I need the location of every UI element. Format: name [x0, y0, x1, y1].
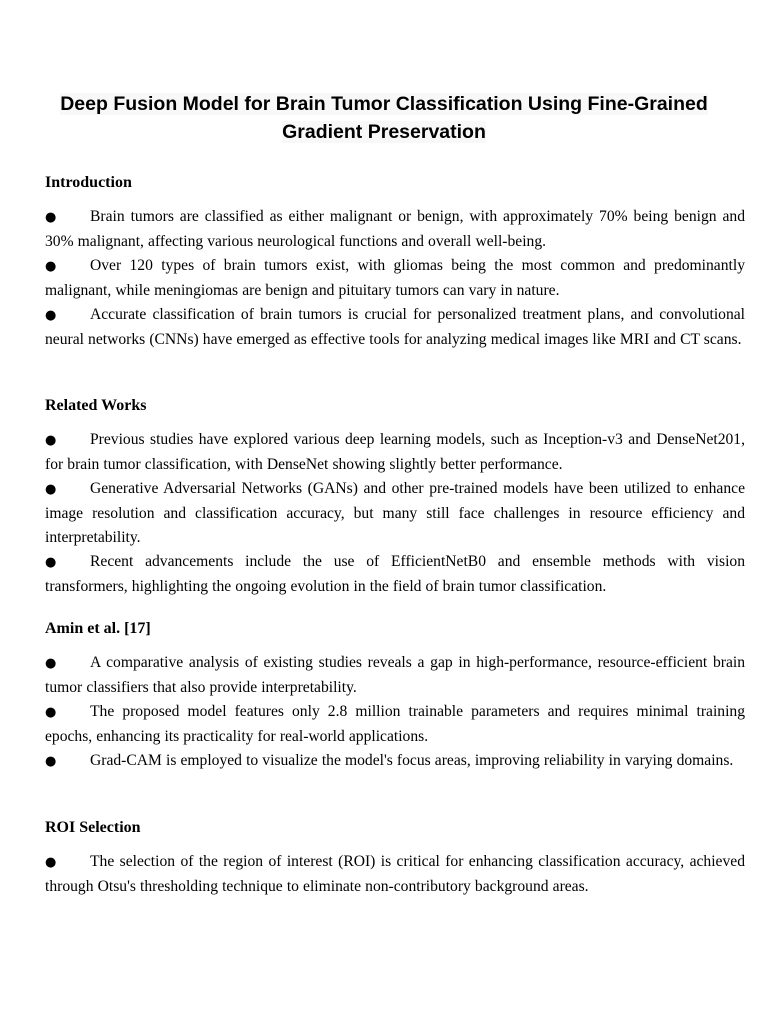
list-item: [45, 254, 745, 303]
section-heading: Related Works: [45, 397, 147, 414]
bullet-text: A comparative analysis of existing studies reveals a gap in high-performance, resource-efficient brain tumor classifiers that also provide interpretability.: [45, 654, 745, 696]
bullet-icon: ●: [45, 754, 57, 769]
bullet-text: Recent advancements include the use of EfficientNetB0 and ensemble methods with vision transformers, highlighting the ongoing evolution in the field of brain tumor classification.: [45, 553, 745, 595]
bullet-icon: ●: [45, 259, 57, 274]
bullet-icon: ●: [45, 855, 57, 870]
bullet-text: Generative Adversarial Networks (GANs) and other pre-trained models have been utilized to enhance image resolution and classification accuracy, but many still face challenges in resource efficiency and interpretability.: [45, 480, 745, 546]
section-heading: Introduction: [45, 174, 132, 191]
bullet-text: The proposed model features only 2.8 million trainable parameters and requires minimal training epochs, enhancing its practicality for real-world applications.: [45, 703, 745, 745]
bullet-icon: ●: [45, 433, 57, 448]
bullet-icon: ●: [45, 555, 57, 570]
bullet-text: Accurate classification of brain tumors is crucial for personalized treatment plans, and convolutional neural networks (CNNs) have emerged as effective tools for analyzing medical images like MRI and CT scans.: [45, 306, 745, 348]
section-heading: ROI Selection: [45, 819, 141, 836]
bullet-text: The selection of the region of interest (ROI) is critical for enhancing classification accuracy, achieved through Otsu's thresholding technique to eliminate non-contributory background areas.: [45, 853, 745, 895]
list-item: [45, 428, 745, 477]
list-item: [45, 477, 745, 550]
list-item: [45, 700, 745, 749]
section-heading: Amin et al. [17]: [45, 620, 151, 637]
list-item: [45, 651, 745, 700]
section-amin-et-al: [45, 619, 745, 774]
section-introduction: [45, 173, 745, 352]
document-title: [40, 90, 728, 146]
bullet-icon: ●: [45, 705, 57, 720]
bullet-icon: ●: [45, 482, 57, 497]
list-item: [45, 205, 745, 254]
bullet-icon: ●: [45, 308, 57, 323]
list-item: [45, 303, 745, 352]
bullet-text: Over 120 types of brain tumors exist, with gliomas being the most common and predominantly malignant, while meningiomas are benign and pituitary tumors can vary in nature.: [45, 257, 745, 299]
list-item: [45, 550, 745, 599]
list-item: [45, 850, 745, 899]
list-item: [45, 749, 745, 774]
bullet-text: Brain tumors are classified as either malignant or benign, with approximately 70% being benign and 30% malignant, affecting various neurological functions and overall well-being.: [45, 208, 745, 250]
title-line-2: Gradient Preservation: [282, 121, 486, 143]
bullet-icon: ●: [45, 210, 57, 225]
bullet-icon: ●: [45, 656, 57, 671]
section-roi-selection: [45, 818, 745, 899]
bullet-text: Grad-CAM is employed to visualize the model's focus areas, improving reliability in varying domains.: [90, 752, 734, 769]
bullet-text: Previous studies have explored various deep learning models, such as Inception-v3 and DenseNet201, for brain tumor classification, with DenseNet showing slightly better performance.: [45, 431, 745, 473]
section-related-works: [45, 396, 745, 599]
title-line-1: Deep Fusion Model for Brain Tumor Classification Using Fine-Grained: [60, 93, 708, 115]
